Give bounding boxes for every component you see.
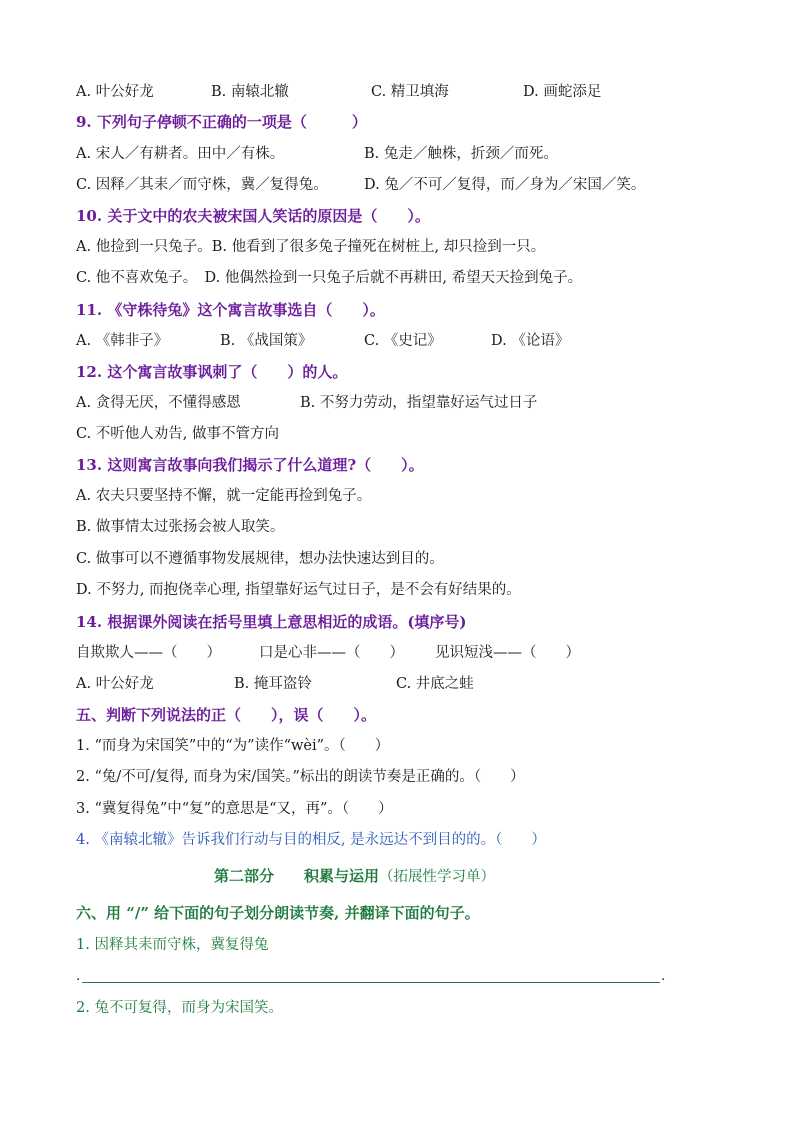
section-6-title: 六、用 “/” 给下面的句子划分朗读节奏, 并翻译下面的句子。 [76,904,480,922]
q12-option-a: A. 贪得无厌，不懂得感恩 [76,395,241,411]
q11-option-a: A. 《韩非子》 [76,333,169,349]
sec6-item-1: 1. 因释其耒而守株，冀复得兔 [76,937,269,953]
q14-option-a: A. 叶公好龙 [76,676,154,692]
q9-option-a: A. 宋人／有耕者。田中／有株。 [76,146,285,162]
q12-option-c: C. 不听他人劝告, 做事不管方向 [76,426,280,442]
q10-option-cd: C. 他不喜欢兔子。 D. 他偶然捡到一只兔子后就不再耕田, 希望天天捡到兔子。 [76,270,583,286]
sec5-item-2: 2. “兔/不可/复得, 而身为宋/国笑。”标出的朗读节奏是正确的。（ ） [76,769,525,785]
q13-option-a: A. 农夫只要坚持不懈，就一定能再捡到兔子。 [76,488,372,504]
question-10-title: 10. 关于文中的农夫被宋国人笑话的原因是（ ）。 [76,207,430,225]
question-13-title: 13. 这则寓言故事向我们揭示了什么道理?（ ）。 [76,456,424,474]
question-11-title: 11. 《守株待兔》这个寓言故事选自（ ）。 [76,301,385,319]
answer-line[interactable] [82,982,660,983]
q11-option-d: D. 《论语》 [491,333,570,349]
question-9-title: 9. 下列句子停顿不正确的一项是（ ） [76,113,367,131]
answer-line-end-dot: . [661,968,666,984]
q11-option-b: B. 《战国策》 [220,333,313,349]
q13-option-b: B. 做事情太过张扬会被人取笑。 [76,519,285,535]
option-c: C. 精卫填海 [371,84,449,100]
sec5-item-1: 1. “而身为宋国笑”中的“为”读作“wèi”。（ ） [76,738,390,754]
q9-option-b: B. 兔走／触株，折颈／而死。 [364,146,558,162]
q9-option-d: D. 兔／不可／复得，而／身为／宋国／笑。 [364,177,646,193]
question-12-title: 12. 这个寓言故事讽刺了（ ）的人。 [76,363,348,381]
q13-option-c: C. 做事可以不遵循事物发展规律，想办法快速达到目的。 [76,551,444,567]
q10-option-ab: A. 他捡到一只兔子。B. 他看到了很多兔子撞死在树桩上, 却只捡到一只。 [76,239,546,255]
answer-line-start-dot: . [76,968,81,984]
part-2-heading [214,866,495,887]
q14-option-c: C. 井底之蛙 [396,676,474,692]
q9-option-c: C. 因释／其耒／而守株，冀／复得兔。 [76,177,328,193]
q14-blank-2: 口是心非——（ ） [259,645,404,661]
option-a: A. 叶公好龙 [76,84,154,100]
sec6-item-2: 2. 兔不可复得，而身为宋国笑。 [76,1000,283,1016]
part-2-subtitle: （拓展性学习单） [379,869,496,885]
q14-blank-1: 自欺欺人——（ ） [76,645,221,661]
option-b: B. 南辕北辙 [211,84,289,100]
part-2-title: 第二部分 积累与运用 [214,867,380,885]
sec5-item-4: 4. 《南辕北辙》告诉我们行动与目的相反, 是永远达不到目的的。（ ） [76,832,546,848]
q12-option-b: B. 不努力劳动，指望靠好运气过日子 [300,395,538,411]
q14-option-b: B. 掩耳盗铃 [234,676,312,692]
question-14-title: 14. 根据课外阅读在括号里填上意思相近的成语。(填序号) [76,613,467,631]
sec5-item-3: 3. “冀复得兔”中“复”的意思是“又，再”。（ ） [76,801,393,817]
q11-option-c: C. 《史记》 [364,333,442,349]
option-d: D. 画蛇添足 [523,84,602,100]
q13-option-d: D. 不努力, 而抱侥幸心理, 指望靠好运气过日子，是不会有好结果的。 [76,582,521,598]
q14-blank-3: 见识短浅——（ ） [435,645,580,661]
section-5-title: 五、判断下列说法的正（ ），误（ ）。 [76,706,377,724]
